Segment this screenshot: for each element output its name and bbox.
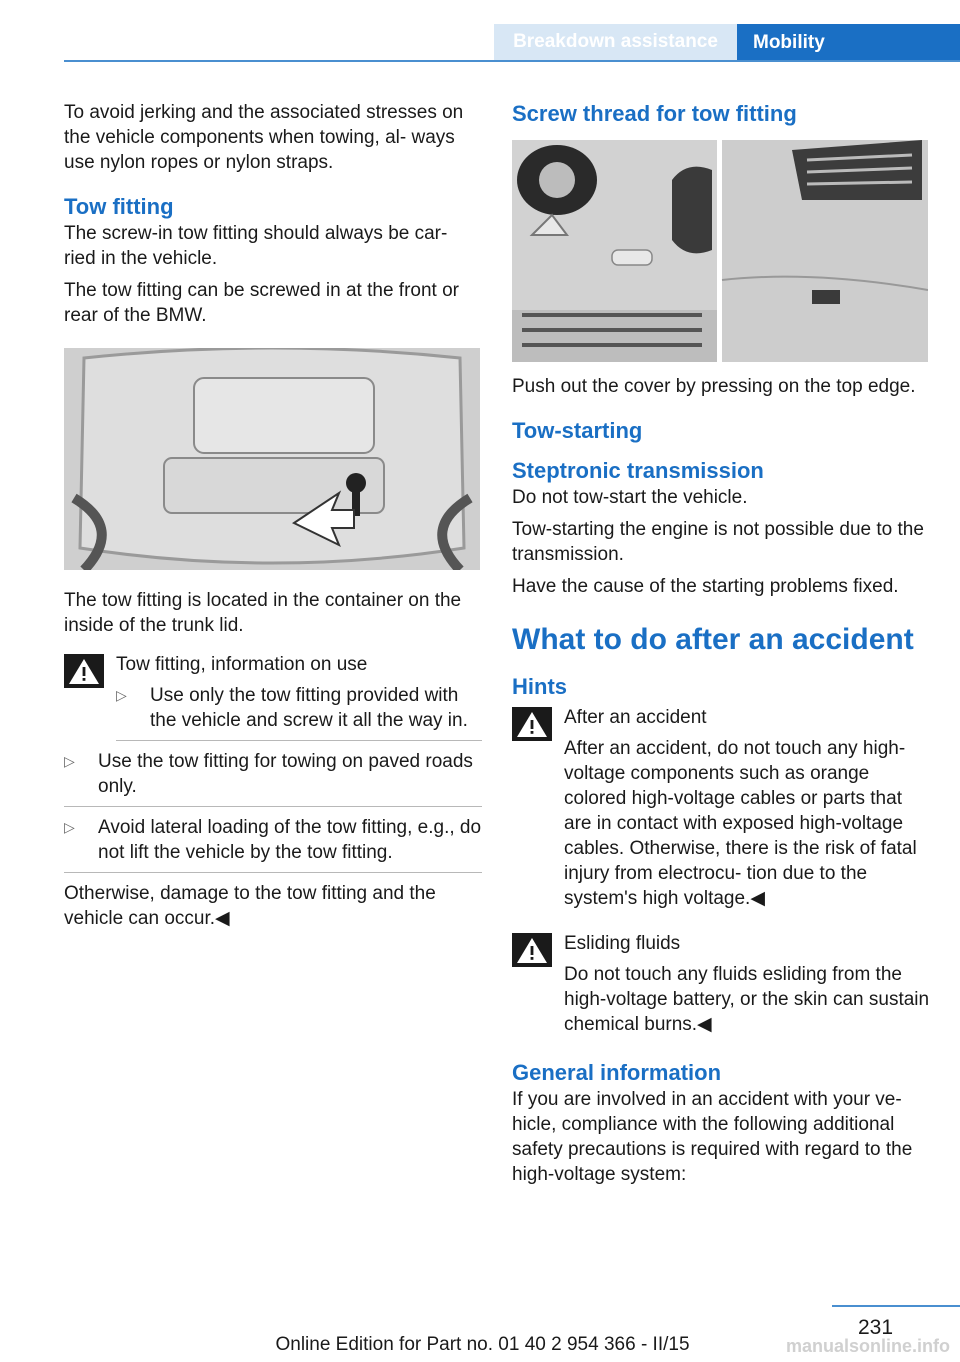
screw-thread-illustration [512,140,928,362]
tow-fitting-carry-paragraph: The screw-in tow fitting should always be car‐ ried in the vehicle. [64,223,448,269]
general-information-heading: General information [512,1060,722,1085]
accident-heading: What to do after an accident [512,623,914,656]
esliding-fluids-title: Esliding fluids [564,933,681,954]
warning-icon [512,933,552,967]
list-item: ▷ Use only the tow fitting provided with the vehicle and screw it all the way in. [116,683,482,741]
tow-starting-heading: Tow-starting [512,418,643,443]
warning-icon [64,654,104,688]
fix-cause-paragraph: Have the cause of the starting problems fixed. [512,576,899,597]
after-accident-title: After an accident [564,707,707,728]
footer-rule [832,1305,960,1307]
after-accident-text: After an accident, do not touch any high- voltage components such as orange colored high-voltage cables or parts that are in contact with exposed high-voltage cables. Otherwise, there is the risk of fatal injury from electrocu‐ tion due to the system's high voltage.◀ [564,738,917,909]
tow-fitting-container-paragraph: The tow fitting is located in the container on the inside of the trunk lid. [64,590,462,636]
page-number: 231 [858,1316,894,1339]
list-item: ▷ Avoid lateral loading of the tow fitting, e.g., do not lift the vehicle by the tow fitting. [64,815,482,873]
header-rule [64,60,960,62]
list-item: ▷ Use the tow fitting for towing on paved roads only. [64,749,482,807]
tow-fitting-bullets [64,749,482,873]
trunk-lid-illustration [64,348,480,570]
tow-fitting-warning-bullets [116,683,482,741]
after-accident-warning [512,705,930,911]
left-column [64,100,482,938]
towing-rope-paragraph: To avoid jerking and the associated stresses on the vehicle components when towing, al‐ ways use nylon ropes or nylon straps. [64,102,464,173]
general-information-paragraph: If you are involved in an accident with your ve‐ hicle, compliance with the following additional safety precautions is required with regard to the high-voltage system: [512,1089,913,1185]
push-cover-paragraph: Push out the cover by pressing on the top edge. [512,376,916,397]
steptronic-heading: Steptronic transmission [512,458,764,483]
esliding-fluids-warning [512,931,930,1037]
tow-fitting-heading: Tow fitting [64,194,174,219]
right-column [512,100,930,1194]
bullet-triangle-icon: ▷ [116,687,127,703]
chapter-tab[interactable]: Mobility [737,24,960,62]
edition-note: Online Edition for Part no. 01 40 2 954 366 - II/15 [275,1334,690,1355]
no-tow-start-paragraph: Do not tow-start the vehicle. [512,487,748,508]
tow-fitting-location-paragraph: The tow fitting can be screwed in at the front or rear of the BMW. [64,280,459,326]
esliding-fluids-text: Do not touch any fluids esliding from the high-voltage battery, or the skin can sustain chemical burns.◀ [564,964,930,1035]
warning-icon [512,707,552,741]
watermark: manualsonline.info [785,1336,950,1356]
section-tab[interactable]: Breakdown assistance [494,24,737,60]
tow-fitting-damage-paragraph: Otherwise, damage to the tow fitting and the vehicle can occur.◀ [64,883,436,929]
screw-thread-heading: Screw thread for tow fitting [512,101,797,126]
tow-fitting-warning [64,652,482,741]
tow-start-impossible-paragraph: Tow-starting the engine is not possible due to the transmission. [512,519,924,565]
bullet-triangle-icon: ▷ [64,819,75,835]
tow-fitting-warning-title: Tow fitting, information on use [116,654,368,675]
bullet-triangle-icon: ▷ [64,753,75,769]
hints-heading: Hints [512,674,567,699]
